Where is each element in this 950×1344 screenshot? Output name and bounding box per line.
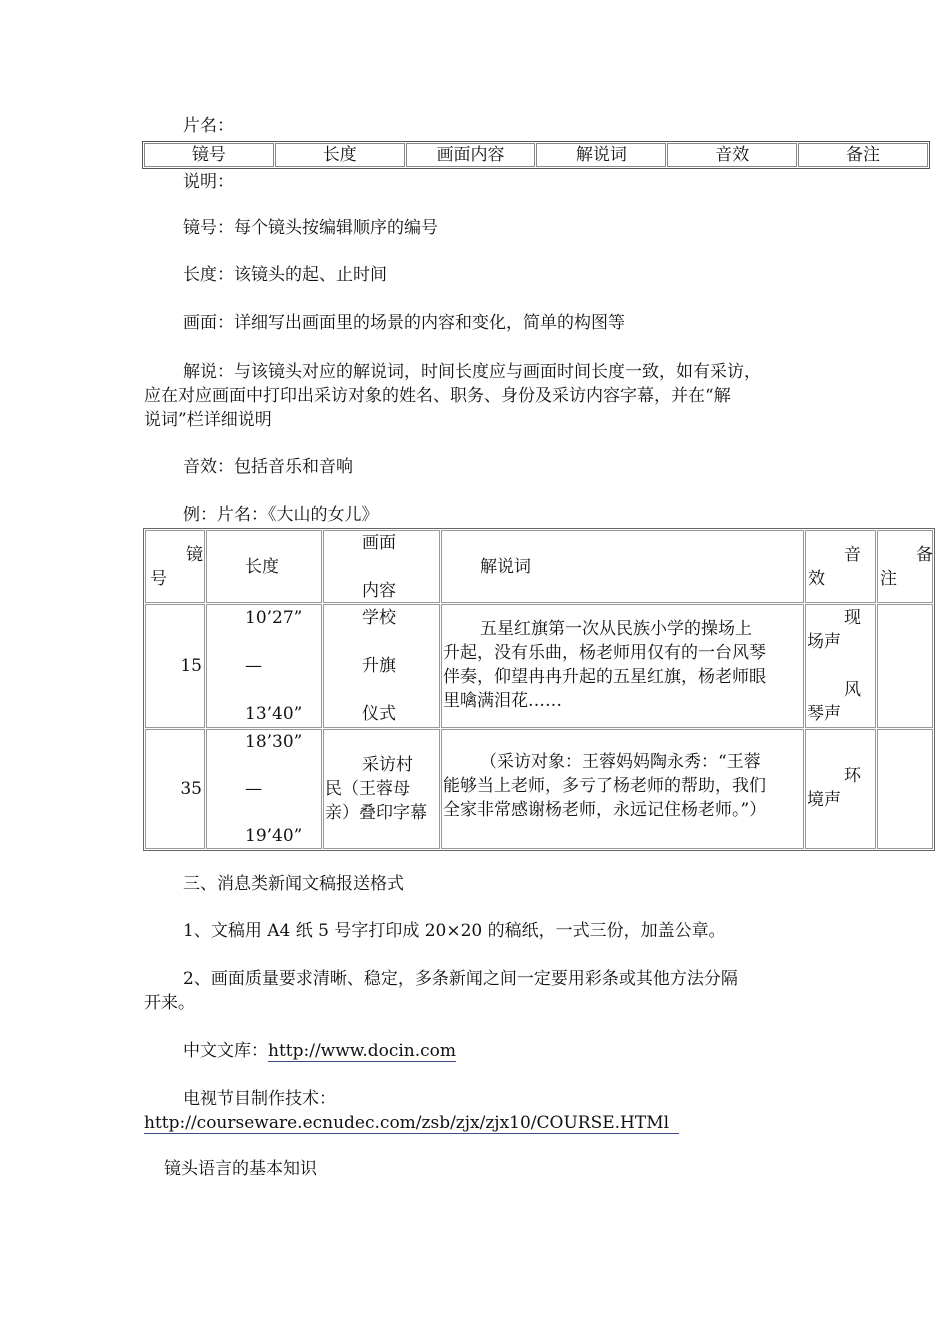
- tv-tech-link[interactable]: http://courseware.ecnudec.com/zsb/zjx/zjx10/COURSE.HTMl: [144, 1113, 679, 1134]
- ex-head-length: 长度: [206, 530, 322, 603]
- note-narration-line3: 说词”栏详细说明: [144, 410, 272, 430]
- ex-head-note: 备 注: [877, 530, 933, 603]
- section3-item1: 1、文稿用 A4 纸 5 号字打印成 20×20 的稿纸，一式三份，加盖公章。: [183, 921, 726, 941]
- header-cell-sound: 音效: [667, 143, 797, 167]
- ex-row1-narration: 五星红旗第一次从民族小学的操场上 升起，没有乐曲，杨老师用仅有的一台风琴 伴奏，仰望冉冉升起的五星红旗，杨老师眼 里噙满泪花……: [441, 604, 804, 728]
- header-cell-note: 备注: [798, 143, 928, 167]
- header-cell-narration: 解说词: [536, 143, 666, 167]
- note-shot-no: 镜号：每个镜头按编辑顺序的编号: [183, 218, 438, 238]
- note-sound: 音效：包括音乐和音响: [183, 457, 353, 477]
- ex-head-narration: 解说词: [441, 530, 804, 603]
- ex-row1-sound: 现 场声 风 琴声: [805, 604, 876, 728]
- ex-row1-shot: 15: [145, 604, 205, 728]
- ex-head-sound: 音 效: [805, 530, 876, 603]
- film-title-label: 片名：: [183, 116, 234, 136]
- ex-row2-note: [877, 729, 933, 849]
- ex-row1-picture: 学校 升旗 仪式: [323, 604, 440, 728]
- docin-label: 中文文库：: [183, 1041, 268, 1061]
- ex-row1-length: 10’27” — 13’40”: [206, 604, 322, 728]
- ex-row2-length: 18’30” — 19’40”: [206, 729, 322, 849]
- tv-tech-label: 电视节目制作技术：: [183, 1089, 336, 1109]
- note-picture: 画面：详细写出画面里的场景的内容和变化，简单的构图等: [183, 313, 625, 333]
- ex-head-picture: 画面 内容: [323, 530, 440, 603]
- example-title: 例：片名：《大山的女儿》: [183, 505, 379, 525]
- header-cell-shot: 镜号: [144, 143, 274, 167]
- ex-row2-sound: 环 境声: [805, 729, 876, 849]
- ex-row2-shot: 35: [145, 729, 205, 849]
- header-cell-picture: 画面内容: [406, 143, 536, 167]
- section3-item2-line2: 开来。: [144, 993, 195, 1013]
- docin-link[interactable]: http://www.docin.com: [268, 1041, 457, 1061]
- ex-row2-narration: （采访对象：王蓉妈妈陶永秀：“王蓉 能够当上老师，多亏了杨老师的帮助，我们 全家非常感谢杨老师，永远记住杨老师。”）: [441, 729, 804, 849]
- tv-tech-link-line: [144, 1111, 824, 1135]
- note-length: 长度：该镜头的起、止时间: [183, 265, 387, 285]
- notes-heading: 说明：: [183, 172, 234, 192]
- ex-row1-note: [877, 604, 933, 728]
- ex-row2-picture: 采访村 民（王蓉母 亲）叠印字幕: [323, 729, 440, 849]
- section3-title: 三、消息类新闻文稿报送格式: [183, 874, 404, 894]
- note-narration-line2: 应在对应画面中打印出采访对象的姓名、职务、身份及采访内容字幕，并在“解: [144, 386, 731, 406]
- ex-head-shot: 镜 号: [145, 530, 205, 603]
- docin-line: [144, 1039, 863, 1063]
- example-table: [143, 528, 935, 851]
- header-cell-length: 长度: [275, 143, 405, 167]
- footer-heading: 镜头语言的基本知识: [164, 1159, 317, 1179]
- note-narration-line1: 解说：与该镜头对应的解说词，时间长度应与画面时间长度一致，如有采访，: [183, 362, 761, 382]
- section3-item2-line1: 2、画面质量要求清晰、稳定，多条新闻之间一定要用彩条或其他方法分隔: [183, 969, 738, 989]
- script-header-table: [142, 141, 930, 169]
